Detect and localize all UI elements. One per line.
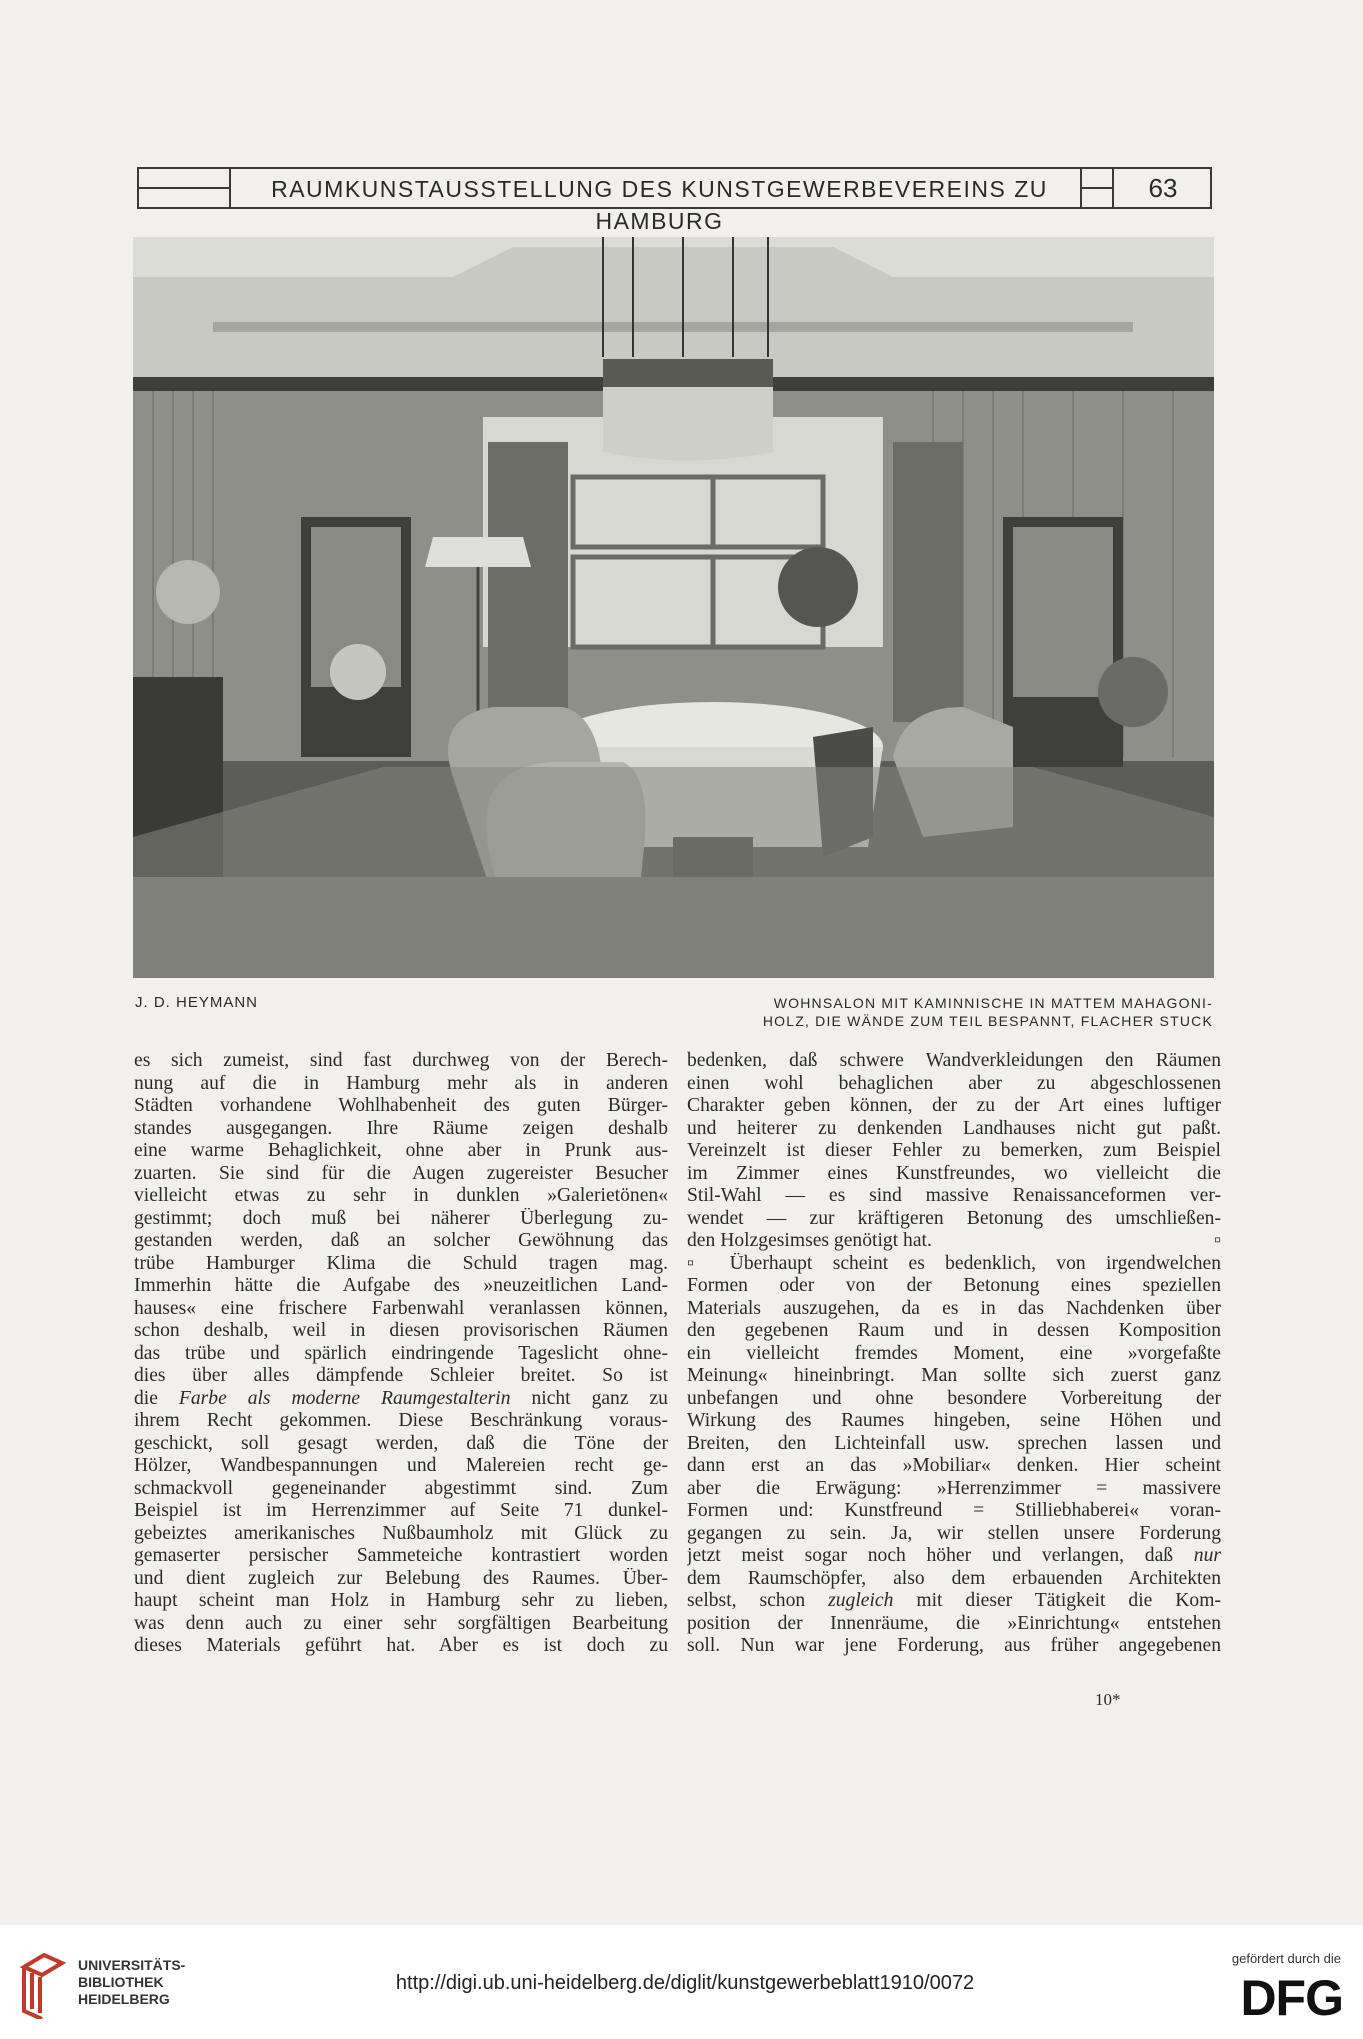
italic-word: zugleich <box>828 1590 894 1611</box>
text-line: dieses Materials geführt hat. Aber es ist doch zu <box>134 1635 668 1656</box>
text-line: Immerhin hätte die Aufgabe des »neuzeitlichen Land- <box>134 1275 668 1296</box>
running-header <box>137 167 1212 234</box>
text-line: hauses« eine frischere Farbenwahl veranlassen können, <box>134 1297 668 1319</box>
text-line: Stil-Wahl — es sind massive Renaissanceformen ver- <box>687 1185 1221 1206</box>
text-line: gebeiztes amerikanisches Nußbaumholz mit Glück zu <box>134 1522 668 1544</box>
text-line: und dient zugleich zur Belebung des Raumes. Über- <box>134 1567 668 1589</box>
text-line: dann erst an das »Mobiliar« denken. Hier scheint <box>687 1455 1221 1476</box>
page-number: 63 <box>1148 173 1178 203</box>
text-line: schon deshalb, weil in diesen provisorischen Räumen <box>134 1320 668 1341</box>
text-line: standes ausgegangen. Ihre Räume zeigen deshalb <box>134 1117 668 1139</box>
text-line: gegangen zu sein. Ja, wir stellen unsere Forderung <box>687 1522 1221 1544</box>
text-line: selbst, schon zugleich mit dieser Tätigkeit die Kom- <box>687 1590 1221 1611</box>
photo-caption <box>653 994 1213 1030</box>
header-title: RAUMKUNSTAUSSTELLUNG DES KUNSTGEWERBEVEREINS ZU HAMBURG <box>271 176 1048 234</box>
text-line: nung auf die in Hamburg mehr als in anderen <box>134 1072 668 1094</box>
left-text-column <box>134 1050 668 1658</box>
paragraph-mark: ▫ <box>1214 1230 1221 1251</box>
text-line: gestanden werden, daß an solcher Gewöhnung das <box>134 1230 668 1251</box>
text-line: die Farbe als moderne Raumgestalterin nicht ganz zu <box>134 1387 668 1409</box>
text-line: und heiterer zu denkenden Landhauses nicht gut paßt. <box>687 1117 1221 1139</box>
photo-illustration <box>133 237 1214 978</box>
text-line: den Holzgesimses genötigt hat. ▫ <box>687 1230 1221 1251</box>
text-line: das trübe und spärlich eindringende Tageslicht ohne- <box>134 1342 668 1364</box>
italic-word: nur <box>1193 1545 1221 1566</box>
text-line: trübe Hamburger Klima die Schuld tragen mag. <box>134 1252 668 1274</box>
university-library-logo-icon <box>18 1953 68 2019</box>
text-line: im Zimmer eines Kunstfreundes, wo vielleicht die <box>687 1162 1221 1184</box>
text-line: jetzt meist sogar noch höher und verlangen, daß nur <box>687 1545 1221 1566</box>
text-line: Wirkung des Raumes hingeben, seine Höhen und <box>687 1410 1221 1431</box>
text-line: Materials auszugehen, da es in das Nachdenken über <box>687 1297 1221 1319</box>
interior-photograph <box>133 237 1214 978</box>
text-line: Hölzer, Wandbespannungen und Malereien recht ge- <box>134 1455 668 1476</box>
right-text-column <box>687 1050 1221 1658</box>
text-line: Städten vorhandene Wohlhabenheit des guten Bürger- <box>134 1095 668 1116</box>
text-line: unbefangen und ohne besondere Vorbereitung der <box>687 1387 1221 1409</box>
text-line: Breiten, den Lichteinfall usw. sprechen lassen und <box>687 1432 1221 1454</box>
text-line: soll. Nun war jene Forderung, aus früher angegebenen <box>687 1635 1221 1656</box>
text-line: gestimmt; doch muß bei näherer Überlegung zu- <box>134 1207 668 1229</box>
text-line: wendet — zur kräftigeren Betonung des umschließen- <box>687 1207 1221 1229</box>
text-line: vielleicht etwas zu sehr in dunklen »Galerietönen« <box>134 1185 668 1206</box>
permalink-url[interactable]: http://digi.ub.uni-heidelberg.de/diglit/kunstgewerbeblatt1910/0072 <box>395 1972 975 1994</box>
text-line: ein vielleicht fremdes Moment, eine »vorgefaßte <box>687 1342 1221 1364</box>
text-line: den gegebenen Raum und in dessen Komposition <box>687 1320 1221 1341</box>
caption-line: WOHNSALON MIT KAMINNISCHE IN MATTEM MAHAGONI- <box>773 995 1213 1011</box>
text-line: schmackvoll gegeneinander abgestimmt sind. Zum <box>134 1477 668 1499</box>
digitization-footer <box>0 1925 1363 2039</box>
text-line: position der Innenräume, die »Einrichtung« entstehen <box>687 1612 1221 1634</box>
text-line: dem Raumschöpfer, also dem erbauenden Architekten <box>687 1567 1221 1589</box>
text-line: gemaserter persischer Sammeteiche kontrastiert worden <box>134 1545 668 1566</box>
photo-credit: J. D. HEYMANN <box>135 994 259 1011</box>
funding-label: gefördert durch die <box>1231 1951 1341 1966</box>
text-line: bedenken, daß schwere Wandverkleidungen den Räumen <box>687 1050 1221 1071</box>
caption-line: HOLZ, DIE WÄNDE ZUM TEIL BESPANNT, FLACHER STUCK <box>762 1013 1213 1029</box>
text-line: dies über alles dämpfende Schleier breitet. So ist <box>134 1365 668 1386</box>
text-line: ihrem Recht gekommen. Diese Beschränkung voraus- <box>134 1410 668 1431</box>
text-line: geschickt, soll gesagt werden, daß die Töne der <box>134 1432 668 1454</box>
text-line: einen wohl behaglichen aber zu abgeschlossenen <box>687 1072 1221 1094</box>
library-name: UNIVERSITÄTS- BIBLIOTHEK HEIDELBERG <box>78 1957 186 2007</box>
text-line: was denn auch zu einer sehr sorgfältigen Bearbeitung <box>134 1612 668 1634</box>
header-ornament-right <box>1080 169 1114 207</box>
text-line: Charakter geben können, der zu der Art eines luftiger <box>687 1095 1221 1116</box>
text-line: Formen und: Kunstfreund = Stilliebhaberei« voran- <box>687 1500 1221 1521</box>
text-line: Formen oder von der Betonung eines speziellen <box>687 1275 1221 1296</box>
text-line: haupt scheint man Holz in Hamburg sehr zu lieben, <box>134 1590 668 1611</box>
signature-mark: 10* <box>1095 1690 1121 1709</box>
text-line: Vereinzelt ist dieser Fehler zu bemerken, zum Beispiel <box>687 1140 1221 1161</box>
italic-phrase: Farbe als moderne Raumgestalterin <box>178 1387 511 1409</box>
text-line: eine warme Behaglichkeit, ohne aber in Prunk aus- <box>134 1140 668 1161</box>
text-line: aber die Erwägung: »Herrenzimmer = massivere <box>687 1477 1221 1499</box>
text-line: zuarten. Sie sind für die Augen zugereister Besucher <box>134 1162 668 1184</box>
header-ornament-left <box>139 169 231 207</box>
text-line: Meinung« hineinbringt. Man sollte sich zuerst ganz <box>687 1365 1221 1386</box>
text-line: Beispiel ist im Herrenzimmer auf Seite 71 dunkel- <box>134 1500 668 1521</box>
text-line: ▫ Überhaupt scheint es bedenklich, von irgendwelchen <box>687 1252 1221 1274</box>
text-line: es sich zumeist, sind fast durchweg von der Berech- <box>134 1050 668 1071</box>
dfg-logo: DFG <box>1240 1970 1343 2026</box>
